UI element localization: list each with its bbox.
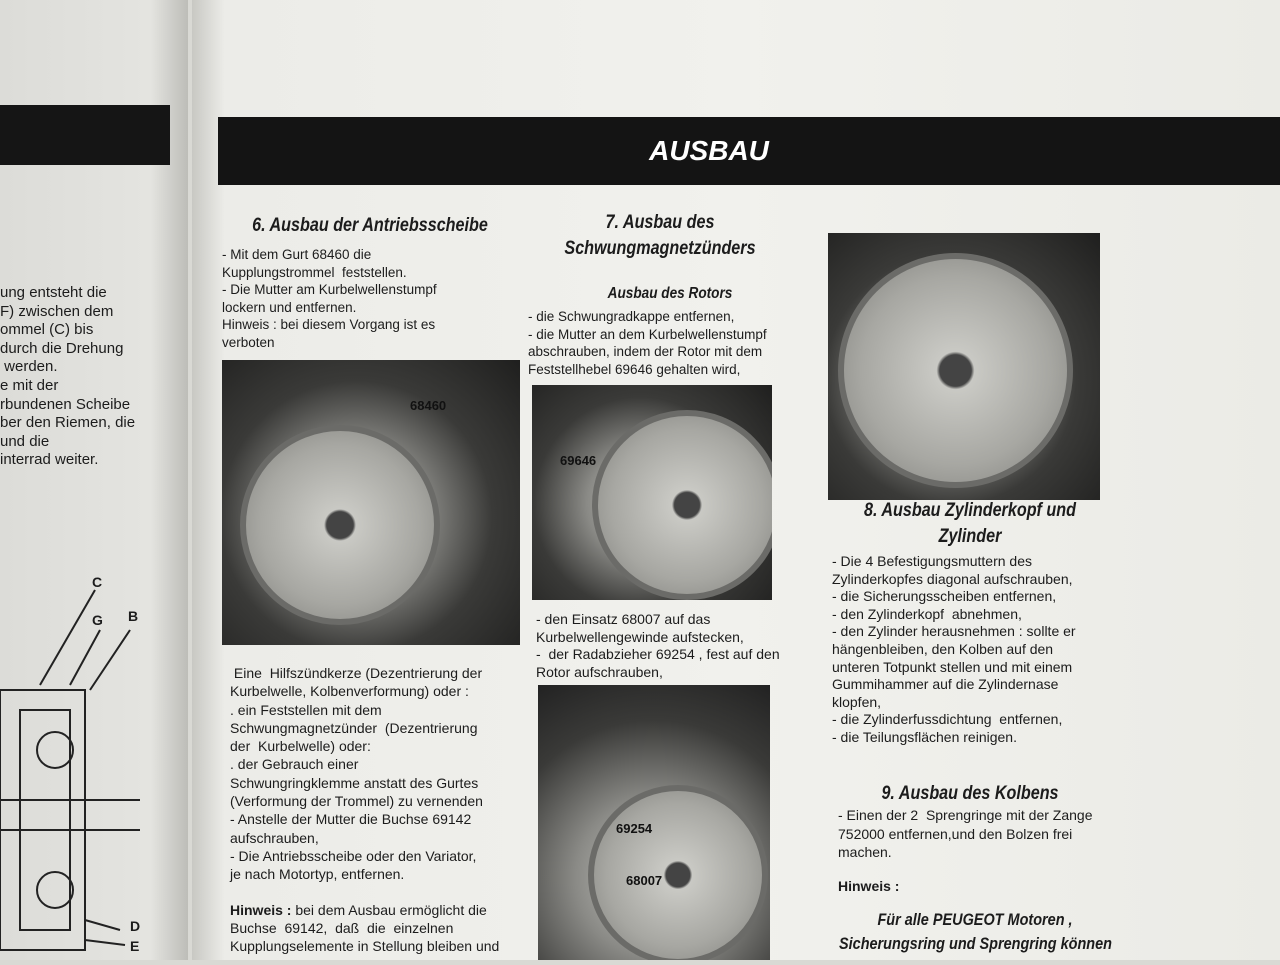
text-line: Kupplungstrommel feststellen. (222, 264, 407, 280)
text-line: (Verformung der Trommel) zu vernenden (230, 793, 483, 810)
section-header: AUSBAU (218, 117, 1280, 185)
text-line: verboten (222, 334, 275, 350)
stator-plate (838, 253, 1073, 488)
section8-title-line2: Zylinder (938, 526, 1002, 547)
text-line: - den Einsatz 68007 auf das (536, 611, 711, 627)
text-line: - die Zylinderfussdichtung entfernen, (832, 711, 1063, 728)
text-line: - Mit dem Gurt 68460 die (222, 247, 372, 262)
text-line: - Die 4 Befestigungsmuttern des (832, 553, 1032, 569)
left-page-text (0, 284, 180, 470)
section8-title-line1: 8. Ausbau Zylinderkopf und (863, 500, 1077, 521)
text-line: machen. (838, 844, 892, 860)
rotor (592, 410, 772, 600)
photo-label: 68460 (410, 398, 447, 413)
text-line: Hinweis : bei diesem Vorgang ist es (222, 317, 436, 332)
text-line: Kupplungselemente in Stellung bleiben und (230, 938, 500, 955)
text-line: der Kurbelwelle) oder: (230, 738, 371, 755)
text-line: Eine Hilfszündkerze (Dezentrierung der (230, 665, 483, 681)
text-line: - der Radabzieher 69254 , fest auf den (536, 646, 780, 662)
section9-title: 9. Ausbau des Kolbens (881, 783, 1059, 804)
text-line: - Die Antriebsscheibe oder den Variator, (230, 847, 477, 864)
text-line: lockern und entfernen. (222, 299, 357, 315)
section7-intro (528, 308, 767, 378)
text-line: . der Gebrauch einer (230, 756, 359, 773)
text-line: e mit der (0, 376, 59, 394)
text-line: Gummihammer auf die Zylindernase (832, 676, 1059, 693)
photo-flywheel-holder (532, 385, 772, 600)
section9-note-line1: Für alle PEUGEOT Motoren , (877, 910, 1073, 929)
text-line: - die Mutter an dem Kurbelwellenstumpf (528, 326, 767, 342)
photo-label: 68007 (626, 873, 663, 888)
text-line: - die Sicherungsscheiben entfernen, (832, 588, 1057, 605)
label-b: B (128, 608, 139, 624)
text-line: interrad weiter. (0, 451, 99, 469)
note-label: Hinweis : (230, 901, 292, 918)
photo-label: 69646 (560, 453, 597, 468)
section9-body (838, 806, 1092, 862)
text-line: unteren Totpunkt stellen und mit einem (832, 658, 1073, 675)
section7-subtitle: Ausbau des Rotors (607, 285, 733, 302)
photo-rotor-puller (538, 685, 770, 960)
section6-title: 6. Ausbau der Antriebsscheibe (252, 215, 488, 236)
photo-drive-pulley (222, 360, 520, 645)
photo-label: 69254 (616, 821, 653, 836)
text-line: Buchse 69142, daß die einzelnen (230, 919, 454, 936)
section7-title-line2: Schwungmagnetzünders (564, 238, 756, 259)
text-line: hängenbleiben, den Kolben auf den (832, 640, 1054, 657)
text-line: durch die Drehung (0, 339, 124, 357)
clutch-diagram (0, 560, 160, 960)
section7-title-line1: 7. Ausbau des (605, 212, 715, 233)
left-header-bar (0, 105, 170, 165)
section9-note-line2: Sicherungsring und Sprengring können (839, 934, 1112, 953)
text-line: - den Zylinder herausnehmen : sollte er (832, 623, 1076, 640)
section7-body (536, 611, 780, 681)
text-line: Rotor aufschrauben, (536, 663, 663, 680)
label-d: D (130, 918, 141, 934)
label-g: G (92, 612, 103, 628)
text-line: - Einen der 2 Sprengringe mit der Zange (838, 807, 1093, 823)
text-line: Schwungringklemme anstatt des Gurtes (230, 774, 479, 791)
text-line: rbundenen Scheibe (0, 395, 131, 413)
text-line: werden. (0, 358, 58, 376)
text-line: - Die Mutter am Kurbelwellenstumpf (222, 282, 437, 297)
text-line: - die Teilungsflächen reinigen. (832, 728, 1017, 745)
text-line: abschrauben, indem der Rotor mit dem (528, 344, 763, 359)
text-line: - die Schwungradkappe entfernen, (528, 309, 735, 324)
text-line: ommel (C) bis (0, 321, 94, 339)
section8-body (832, 553, 1076, 747)
rotor (588, 785, 768, 960)
photo-cylinder-head (828, 233, 1100, 500)
text-line: ber den Riemen, die (0, 414, 136, 432)
label-c: C (92, 574, 103, 590)
text-line: Schwungmagnetzünder (Dezentrierung (230, 719, 478, 736)
text-line: - den Zylinderkopf abnehmen, (832, 605, 1022, 622)
section9-note-label: Hinweis : (838, 878, 900, 894)
clutch-drum (240, 425, 440, 625)
text-line: 752000 entfernen,und den Bolzen frei (838, 825, 1073, 842)
text-line: Kurbelwellengewinde aufstecken, (536, 628, 744, 645)
text-line: Zylinderkopfes diagonal aufschrauben, (832, 570, 1073, 587)
text-line: und die (0, 432, 50, 450)
label-e: E (130, 938, 140, 954)
text-line: aufschrauben, (230, 829, 319, 846)
section6-body (230, 664, 499, 955)
text-line: F) zwischen dem (0, 302, 114, 320)
text-line: - Anstelle der Mutter die Buchse 69142 (230, 811, 472, 828)
text-line: bei dem Ausbau ermöglicht die (291, 901, 487, 918)
text-line: je nach Motortyp, entfernen. (230, 866, 405, 883)
text-line: . ein Feststellen mit dem (230, 701, 382, 718)
section6-intro (222, 246, 437, 351)
text-line: Feststellhebel 69646 gehalten wird, (528, 361, 741, 377)
text-line: klopfen, (832, 693, 882, 710)
text-line: Kurbelwelle, Kolbenverformung) oder : (230, 683, 469, 700)
left-page (0, 0, 188, 960)
text-line: ung entsteht die (0, 284, 107, 301)
